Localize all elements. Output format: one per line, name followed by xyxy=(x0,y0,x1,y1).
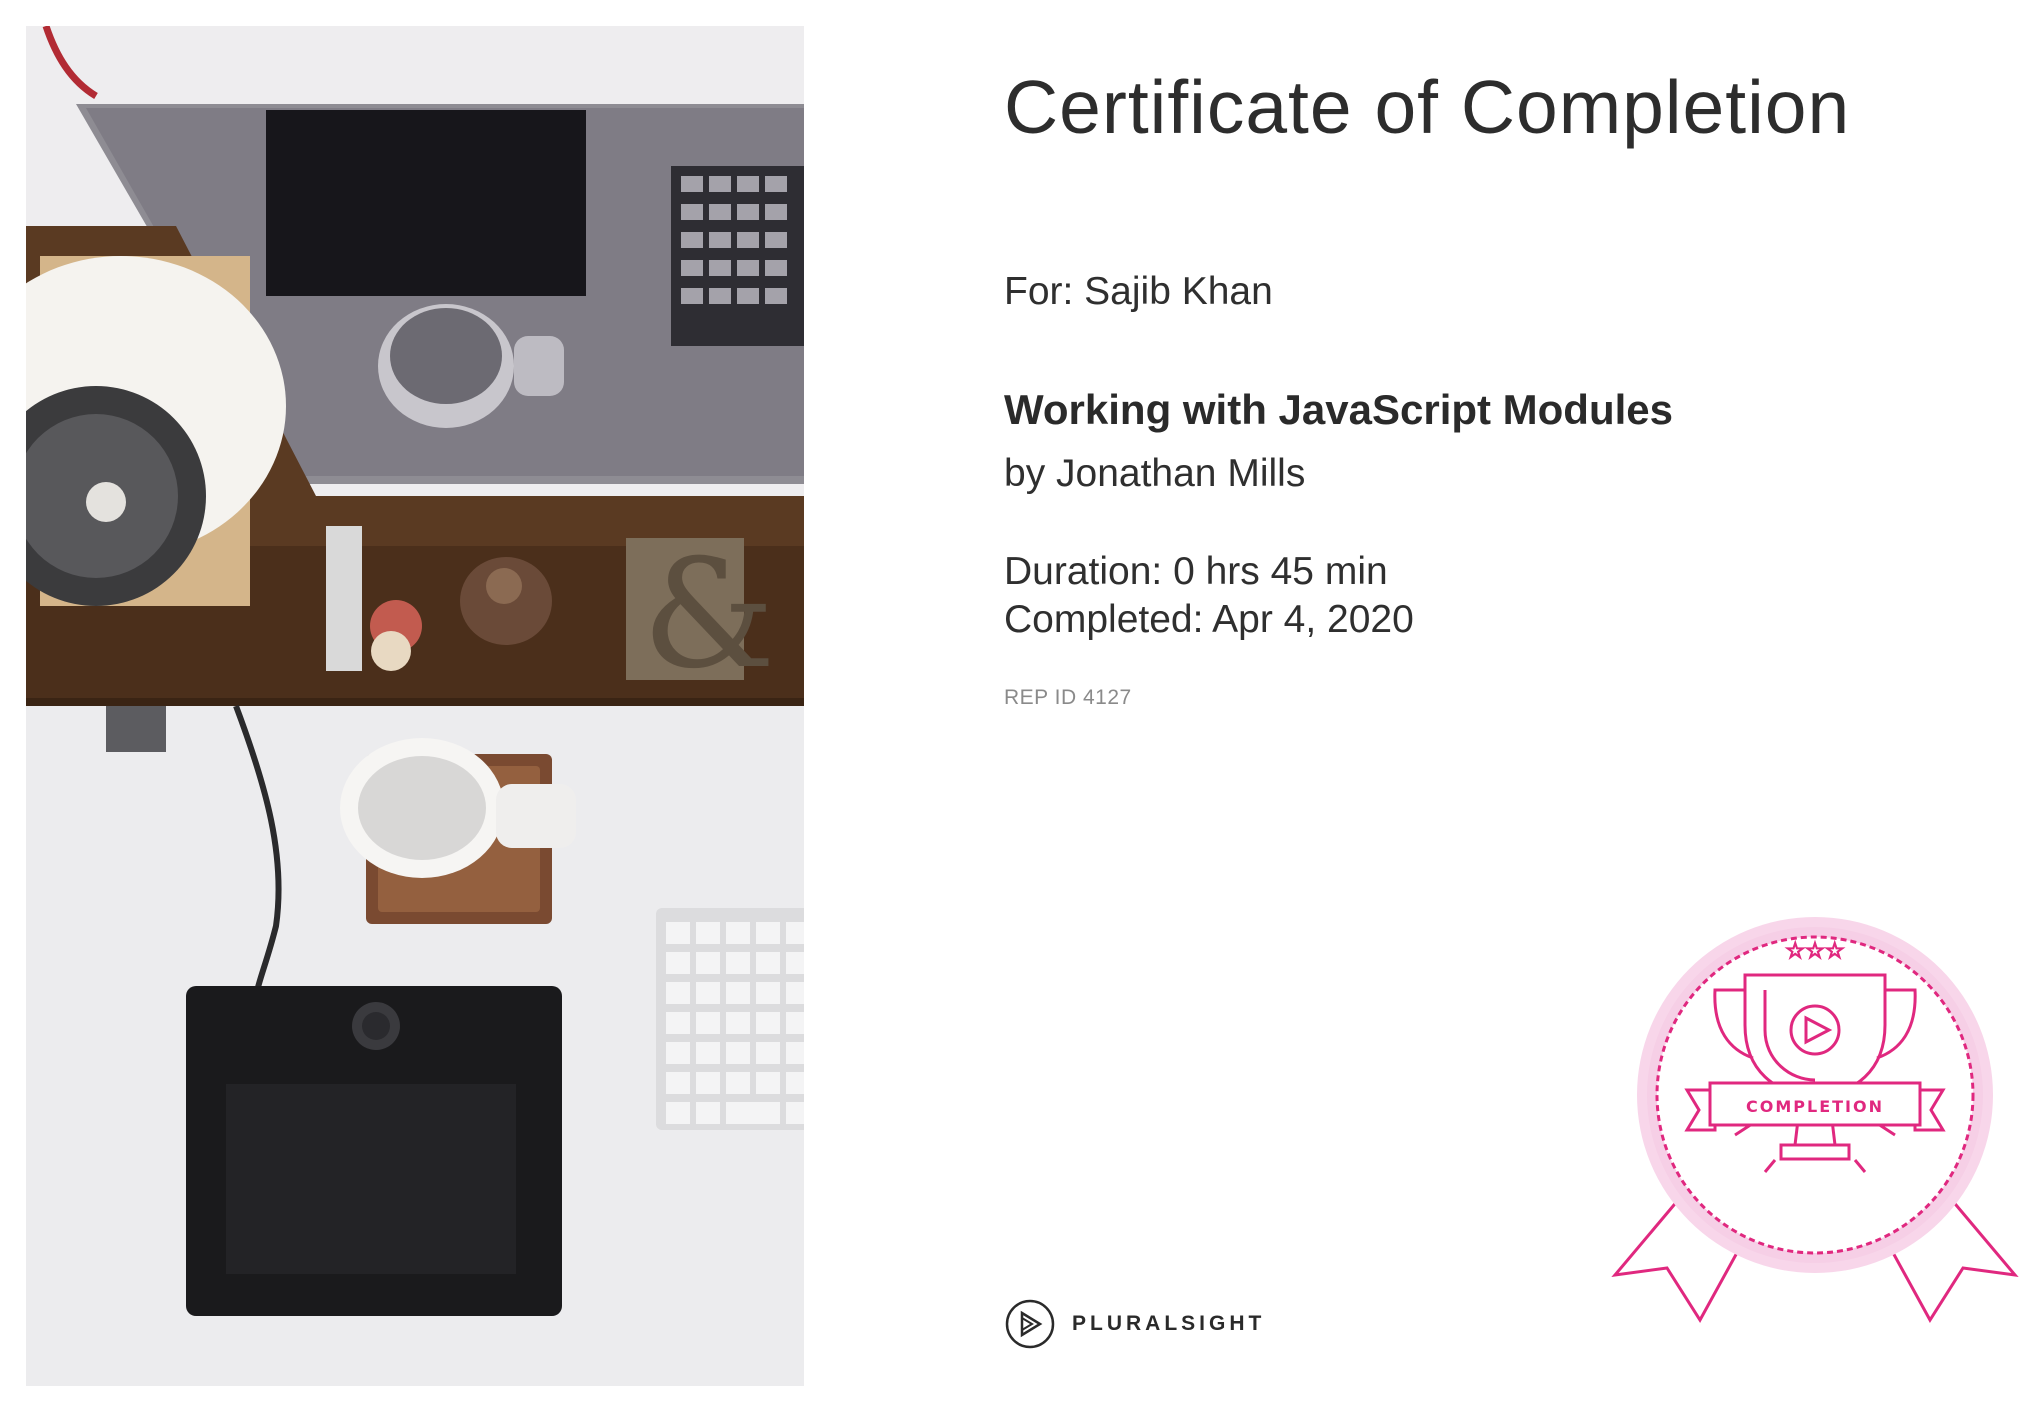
course-duration: Duration: 0 hrs 45 min xyxy=(1004,550,1388,593)
completion-date: Completed: Apr 4, 2020 xyxy=(1004,598,1414,641)
desk-photo xyxy=(26,26,804,1386)
completion-banner xyxy=(1687,1083,1943,1130)
badge-label: COMPLETION xyxy=(1746,1097,1884,1116)
brand-name: PLURALSIGHT xyxy=(1072,1312,1266,1335)
pluralsight-brand xyxy=(1004,1298,1265,1350)
rep-id: REP ID 4127 xyxy=(1004,686,1132,709)
svg-text:&: & xyxy=(642,528,776,702)
completion-badge xyxy=(1605,880,2025,1330)
certificate-title: Certificate of Completion xyxy=(1004,65,1851,149)
recipient-name: For: Sajib Khan xyxy=(1004,270,1273,313)
stars-icon: ☆☆☆ xyxy=(1785,939,1845,964)
pluralsight-logo-icon xyxy=(1004,1298,1056,1350)
course-author: by Jonathan Mills xyxy=(1004,452,1306,495)
course-title: Working with JavaScript Modules xyxy=(1004,386,1674,433)
